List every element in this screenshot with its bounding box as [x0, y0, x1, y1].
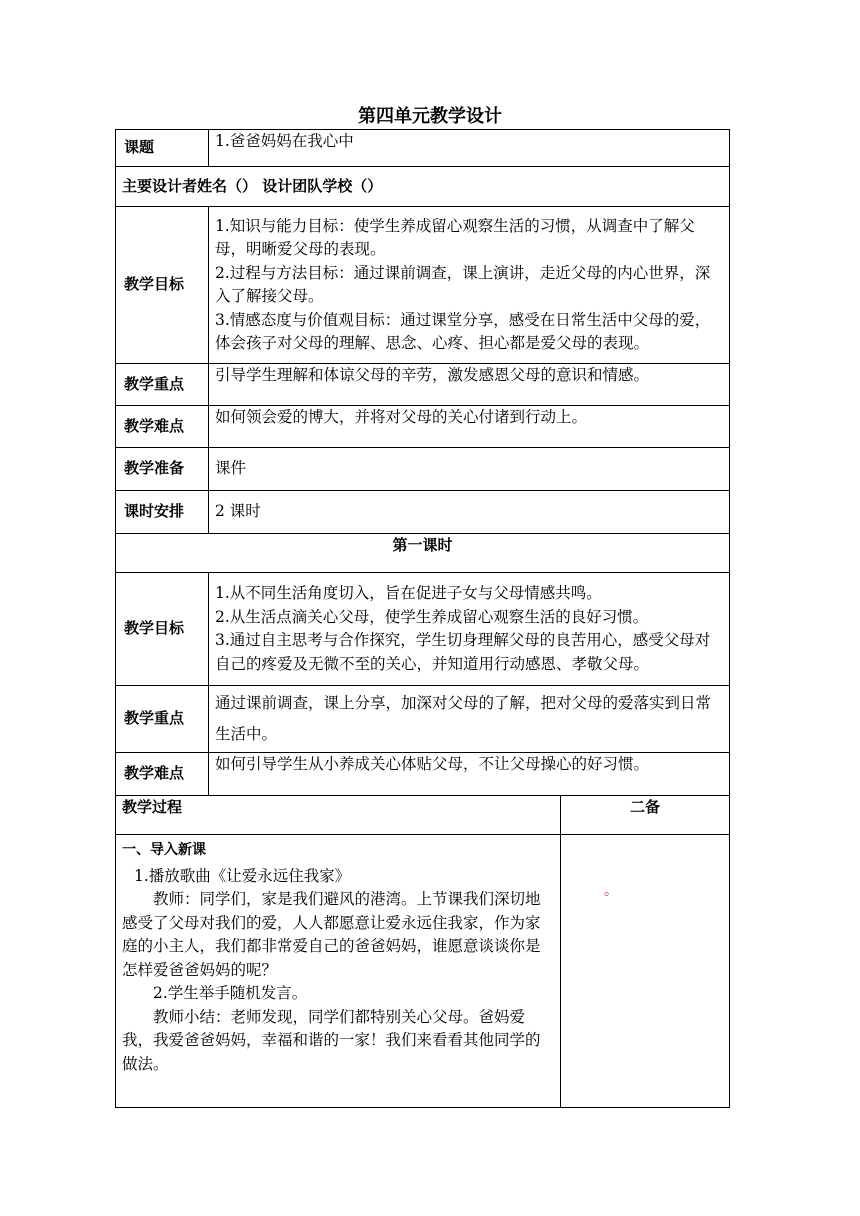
topic-value: 1.爸爸妈妈在我心中 — [209, 130, 730, 167]
paragraph: 1.播放歌曲《让爱永远住我家》 — [134, 866, 351, 885]
paragraph: 教师：同学们，家是我们避风的港湾。上节课我们深切地感受了父母对我们的爱，人人都愿意让爱永远住我家，作为家庭的小主人，我们都非常爱自己的爸爸妈妈，谁愿意谈谈你是怎样爱爸爸妈妈的呢？ — [122, 890, 541, 979]
schedule-label: 课时安排 — [116, 491, 209, 534]
key2-label: 教学重点 — [116, 686, 209, 753]
prep-label: 教学准备 — [116, 448, 209, 491]
difficulty2-value: 如何引导学生从小养成关心体贴父母，不让父母操心的好习惯。 — [209, 753, 730, 796]
red-mark: 。 — [604, 883, 618, 899]
lesson1-heading: 第一课时 — [116, 534, 730, 573]
schedule-value: 2 课时 — [209, 491, 730, 534]
topic-label: 课题 — [116, 130, 209, 167]
goal-item: 2.过程与方法目标：通过课前调查，课上演讲，走近父母的内心世界，深入了解接父母。 — [215, 263, 711, 305]
designer-row: 主要设计者姓名（） 设计团队学校（） — [116, 167, 730, 207]
difficulty2-label: 教学难点 — [116, 753, 209, 796]
process-label: 教学过程 — [116, 796, 561, 835]
second-prep-content — [561, 835, 730, 1108]
section-heading: 一、导入新课 — [122, 842, 206, 858]
page-title: 第四单元教学设计 — [358, 106, 502, 127]
goals2-content — [209, 573, 730, 686]
lesson-plan-table — [115, 129, 730, 1108]
prep-value: 课件 — [209, 448, 730, 491]
goal-item: 2.从生活点滴关心父母，使学生养成留心观察生活的良好习惯。 — [215, 607, 649, 626]
goal-item: 1.知识与能力目标：使学生养成留心观察生活的习惯，从调查中了解父母，明晰爱父母的表现。 — [215, 216, 695, 258]
second-prep-label: 二备 — [561, 796, 730, 835]
difficulty-value: 如何领会爱的博大，并将对父母的关心付诸到行动上。 — [209, 406, 730, 448]
goal-item: 1.从不同生活角度切入，旨在促进子女与父母情感共鸣。 — [215, 584, 602, 602]
paragraph: 2.学生举手随机发言。 — [153, 984, 308, 1002]
difficulty-label: 教学难点 — [116, 406, 209, 448]
key-label: 教学重点 — [116, 364, 209, 406]
process-content — [116, 835, 561, 1108]
goals2-label: 教学目标 — [116, 573, 209, 686]
goals-content — [209, 207, 730, 364]
goals-label: 教学目标 — [116, 207, 209, 364]
key-value: 引导学生理解和体谅父母的辛劳，激发感恩父母的意识和情感。 — [209, 364, 730, 406]
paragraph: 教师小结：老师发现，同学们都特别关心父母。爸妈爱我，我爱爸爸妈妈，幸福和谐的一家！我们来看看其他同学的做法。 — [122, 1007, 541, 1073]
key2-value: 通过课前调查，课上分享，加深对父母的了解，把对父母的爱落实到日常生活中。 — [209, 686, 730, 753]
goal-item: 3.通过自主思考与合作探究，学生切身理解父母的良苦用心，感受父母对自己的疼爱及无微不至的关心，并知道用行动感恩、孝敬父母。 — [215, 631, 711, 673]
goal-item: 3.情感态度与价值观目标：通过课堂分享，感受在日常生活中父母的爱，体会孩子对父母的理解、思念、心疼、担心都是爱父母的表现。 — [215, 310, 711, 352]
